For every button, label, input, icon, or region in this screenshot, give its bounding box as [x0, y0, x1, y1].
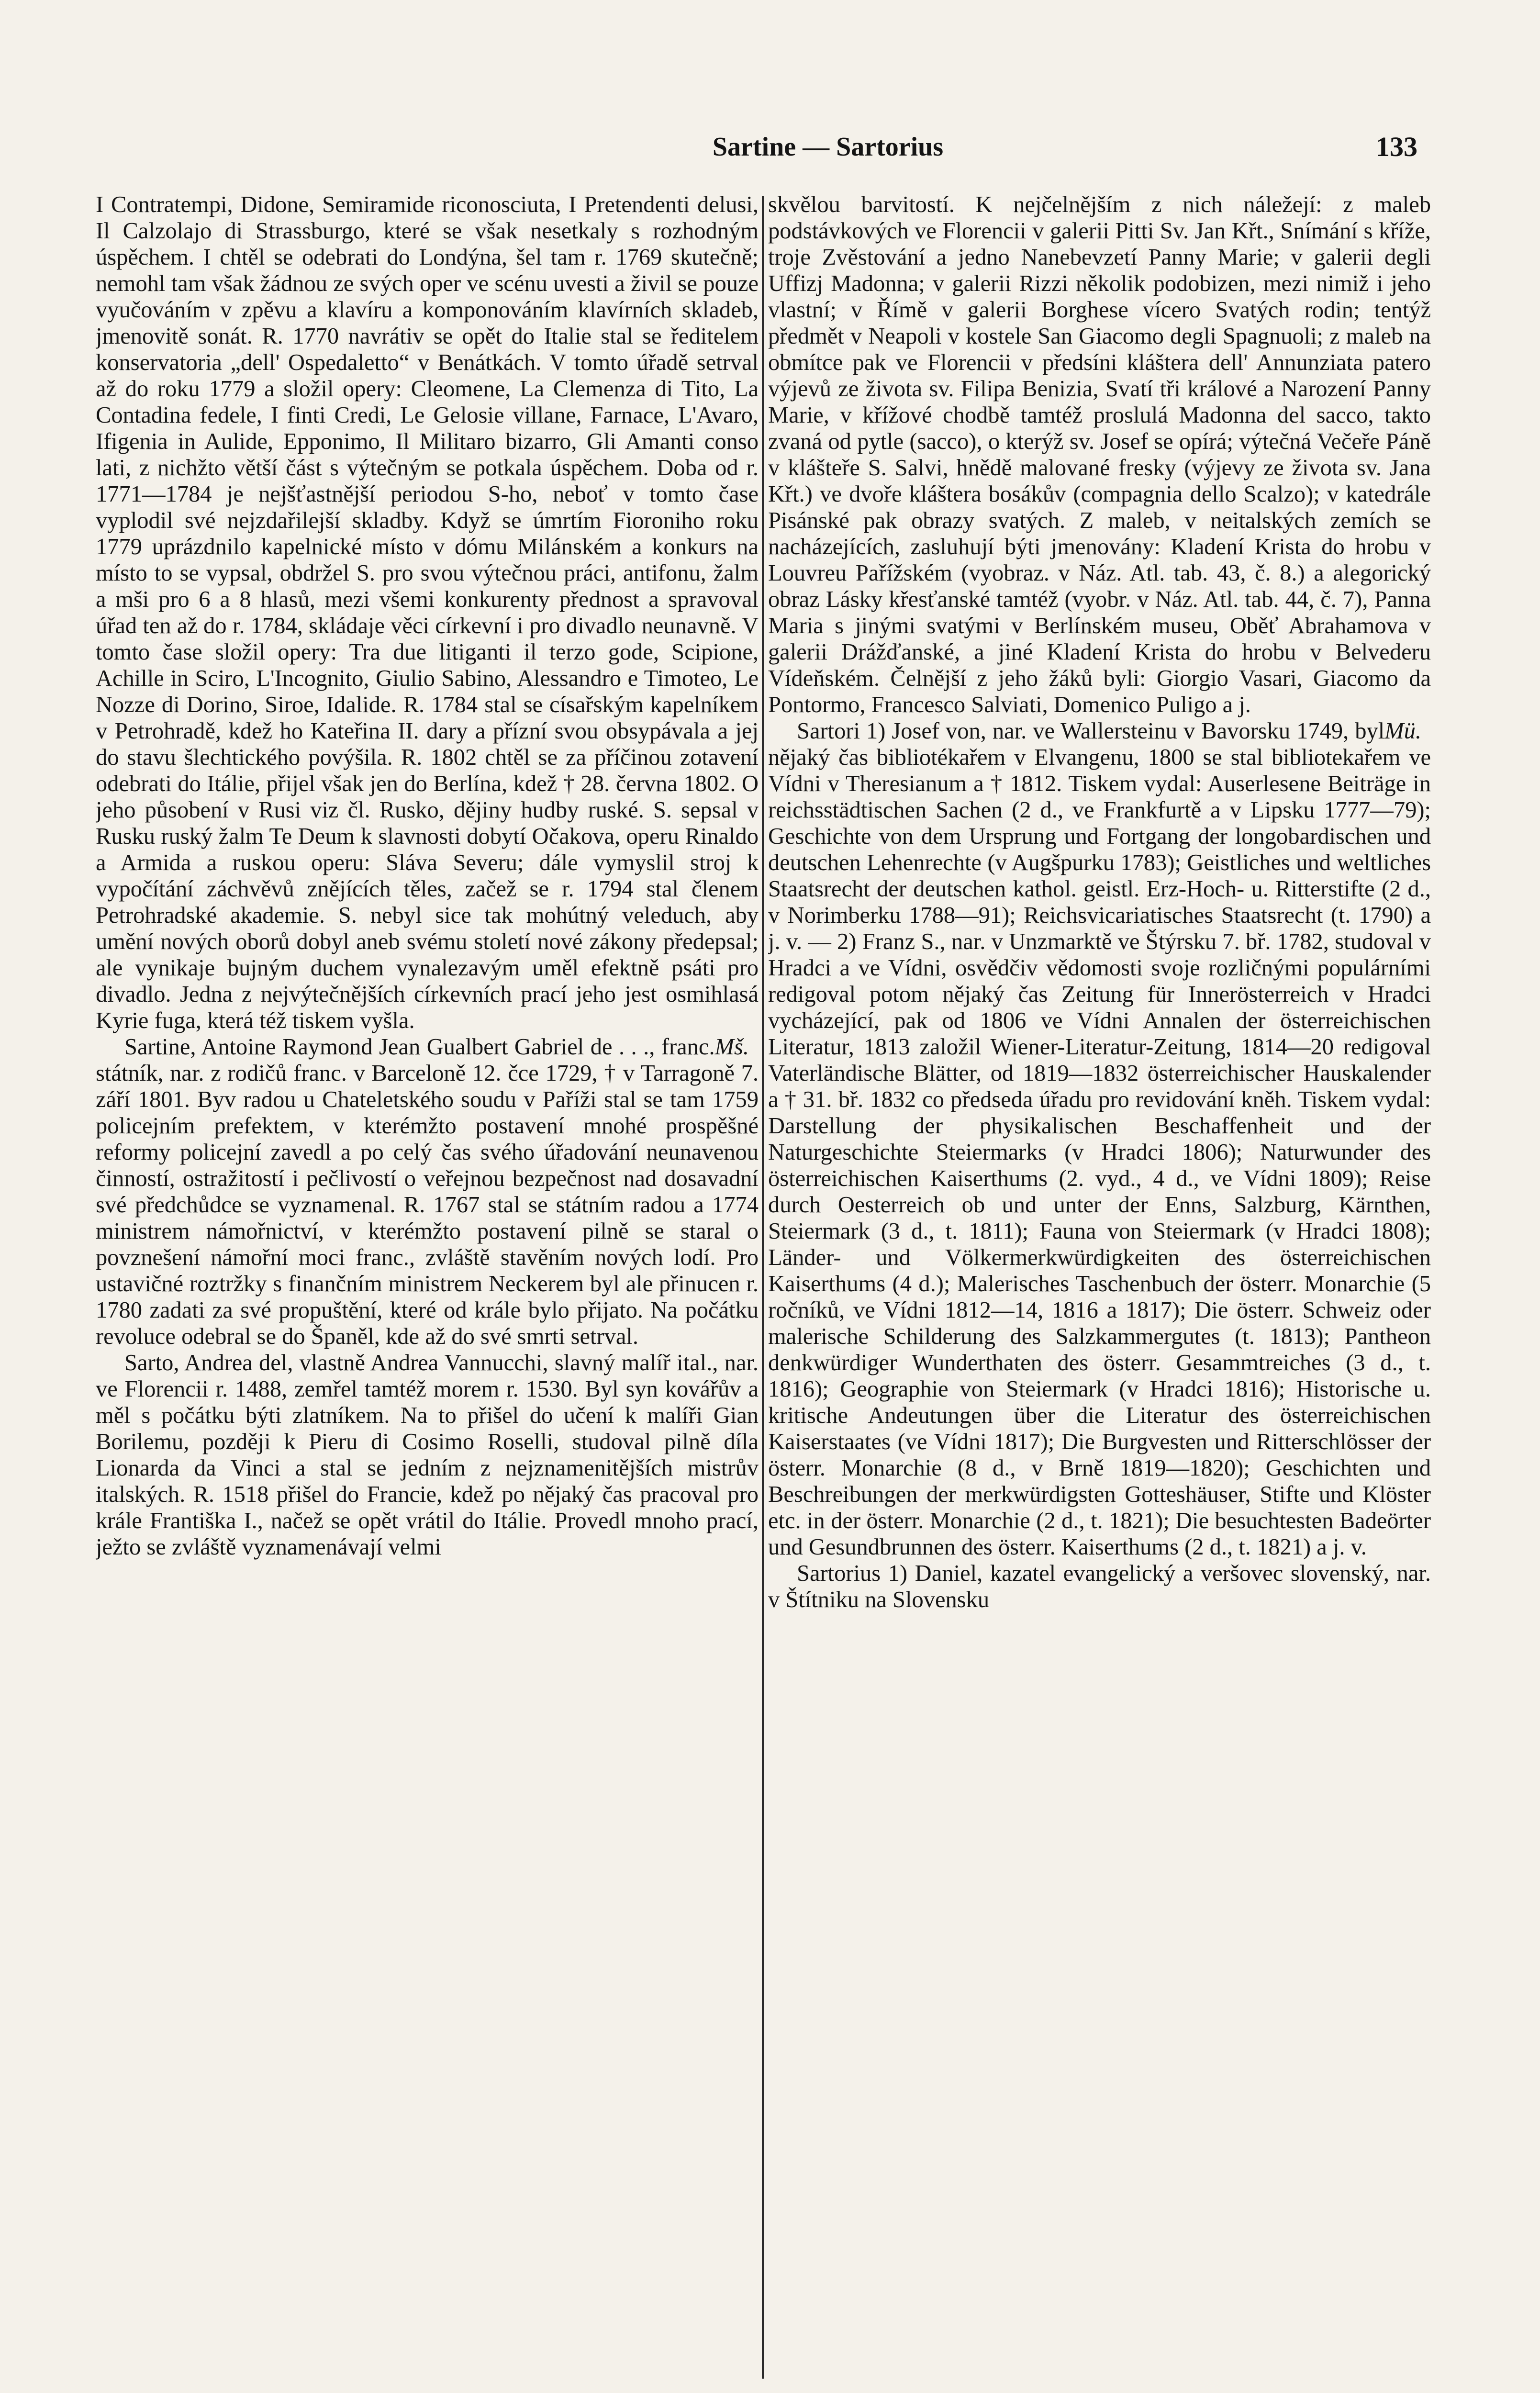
- entry-sartine: Sartine, Antoine Raymond Jean Gualbert Gabriel de . . ., franc. státník, nar. z rodičů franc. v Barceloně 12. čce 1729, † v Tarragoně 7. září 1801. Byv radou u Chateletského soudu v Paříži stal se tam 1759 policejním prefektem, v kterémžto postavení mnohé prospěšné reformy policejní zavedl a po celý čas svého úřadování neunavenou činností, ostražitostí i pečlivostí o veřejnou bezpečnost nad dosavadní své předchůdce se vyznamenal. R. 1767 stal se státním radou a 1774 ministrem námořnictví, v kterémžto postavení pilně se staral o povznešení námořní moci franc., zvláště stavěním nových lodí. Pro ustavičné roztržky s finančním ministrem Neckerem byl ale přinucen r. 1780 zadati za své propuštění, které od krále bylo přijato. Na počátku revoluce odebral se do Španěl, kde až do své smrti setrval.: [96, 1034, 759, 1349]
- column-divider: [762, 196, 764, 2379]
- entry-sartori: Sartori 1) Josef von, nar. ve Wallersteinu v Bavorsku 1749, byl nějaký čas bibliotékařem v Elvangenu, 1800 se stal bibliotekařem ve Vídni v Theresianum a † 1812. Tiskem vydal: Auserlesene Beiträge in reichsstädtischen Sachen (2 d., ve Frankfurtě a v Lipsku 1777—79); Geschichte von dem Ursprung und Fortgang der longobardischen und deutschen Lehenrechte (v Augšpurku 1783); Geistliches und weltliches Staatsrecht der deutschen kathol. geistl. Erz-Hoch- u. Ritterstifte (2 d., v Norimberku 1788—91); Reichsvicariatisches Staatsrecht (t. 1790) a j. v. — 2) Franz S., nar. v Unzmarktě ve Štýrsku 7. bř. 1782, studoval v Hradci a ve Vídni, osvědčiv vědomosti svoje rozličnými populárními redigoval potom nějaký čas Zeitung für Innerösterreich v Hradci vycházející, pak od 1806 ve Vídni Annalen der österreichischen Literatur, 1813 založil Wiener-Literatur-Zeitung, 1814—20 redigoval Vaterländische Blätter, od 1819—1832 österreichischer Hauskalender a † 31. bř. 1832 co předseda úřadu pro revidování kněh. Tiskem vydal: Darstellung der physikalischen Beschaffenheit und der Naturgeschichte Steiermarks (v Hradci 1806); Naturwunder des österreichischen Kaiserthums (2. vyd., 4 d., ve Vídni 1809); Reise durch Oesterreich ob und unter der Enns, Salzburg, Kärnthen, Steiermark (3 d., t. 1811); Fauna von Steiermark (v Hradci 1808); Länder- und Völkermerkwürdigkeiten des österreichischen Kaiserthums (4 d.); Malerisches Taschenbuch der österr. Monarchie (5 ročníků, ve Vídni 1812—14, 1816 a 1817); Die österr. Schweiz oder malerische Schilderung des Salzkammergutes (t. 1813); Pantheon denkwürdiger Wunderthaten des österr. Gesammtreiches (3 d., t. 1816); Geographie von Steiermark (v Hradci 1816); Historische u. kritische Andeutungen über die Literatur des österreichischen Kaiserstaates (ve Vídni 1817); Die Burgvesten und Ritterschlösser der österr. Monarchie (8 d., v Brně 1819—1820); Geschichten und Beschreibungen der merkwürdigsten Gotteshäuser, Stifte und Klöster etc. in der österr. Monarchie (2 d., t. 1821); Die besuchtesten Badeörter und Gesundbrunnen des österr. Kaiserthums (2 d., t. 1821) a j. v.: [768, 718, 1431, 1560]
- page-header: [0, 125, 1540, 168]
- author-signature: Mü.: [1384, 718, 1421, 744]
- author-signature: Mš.: [714, 1034, 749, 1060]
- left-column: [96, 191, 759, 2393]
- entry-sarto: Sarto, Andrea del, vlastně Andrea Vannucchi, slavný malíř ital., nar. ve Florencii r. 1488, zemřel tamtéž morem r. 1530. Byl syn kovářův a měl s počátku býti zlatníkem. Na to přišel do učení k malíři Gian Borilemu, později k Pieru di Cosimo Roselli, studoval pilně díla Lionarda da Vinci a stal se jedním z nejznamenitějších mistrův italských. R. 1518 přišel do Francie, kdež po nějaký čas pracoval pro krále Františka I., načež se opět vrátil do Itálie. Provedl mnoho prací, ježto se zvláště vyznamenávají velmi: [96, 1350, 759, 1560]
- running-title: Sartine — Sartorius: [712, 132, 944, 162]
- entry-sartorius: Sartorius 1) Daniel, kazatel evangelický a veršovec slovenský, nar. v Štítniku na Slovensku: [768, 1561, 1431, 1612]
- paragraph: skvělou barvitostí. K nejčelnějším z nich náležejí: z maleb podstávkových ve Florencii v galerii Pitti Sv. Jan Křt., Snímání s kříže, troje Zvěstování a jedno Nanebevzetí Panny Marie; v galerii degli Uffizj Madonna; v galerii Rizzi několik podobizen, mezi nimiž i jeho vlastní; v Římě v galerii Borghese vícero Svatých rodin; tentýž předmět v Neapoli v kostele San Giacomo degli Spagnuoli; z maleb na obmítce pak ve Florencii v předsíni kláštera dell' Annunziata patero výjevů ze života sv. Filipa Benizia, Svatí tři králové a Narození Panny Marie, v křížové chodbě tamtéž proslulá Madonna del sacco, takto zvaná od pytle (sacco), o kterýž sv. Josef se opírá; výtečná Večeře Páně v klášteře S. Salvi, hnědě malované fresky (výjevy ze života sv. Jana Křt.) ve dvoře kláštera bosákův (compagnia dello Scalzo); v katedrále Pisánské pak obrazy svatých. Z maleb, v neitalských zemích se nacházejících, zasluhují býti jmenovány: Kladení Krista do hrobu v Louvreu Pařížském (vyobraz. v Náz. Atl. tab. 43, č. 8.) a alegorický obraz Lásky křesťanské tamtéž (vyobr. v Náz. Atl. tab. 44, č. 7), Panna Maria s jinými svatými v Berlínském museu, Oběť Abrahamova v galerii Drážďanské, a jiné Kladení Krista do hrobu v Belvederu Vídeňském. Čelnější z jeho žáků byli: Giorgio Vasari, Giacomo da Pontormo, Francesco Salviati, Domenico Puligo a j.: [768, 192, 1431, 717]
- paragraph: I Contratempi, Didone, Semiramide riconosciuta, I Pretendenti delusi, Il Calzolajo di Strassburgo, které se však nesetkaly s rozhodným úspěchem. I chtěl se odebrati do Londýna, šel tam r. 1769 skutečně; nemohl tam však žádnou ze svých oper ve scénu uvesti a živil se pouze vyučováním v zpěvu a klavíru a komponováním klavírních skladeb, jmenovitě sonát. R. 1770 navrátiv se opět do Italie stal se ředitelem konservatoria „dell' Ospedaletto“ v Benátkách. V tomto úřadě setrval až do roku 1779 a složil opery: Cleomene, La Clemenza di Tito, La Contadina fedele, I finti Credi, Le Gelosie villane, Farnace, L'Avaro, Ifigenia in Aulide, Epponimo, Il Militaro bizarro, Gli Amanti conso lati, z nichžto větší část s výtečným se potkala úspěchem. Doba od r. 1771—1784 je nejšťastnější periodou S-ho, neboť v tomto čase vyplodil své nejzdařilejší skladby. Když se úmrtím Fioroniho roku 1779 uprázdnilo kapelnické místo v dómu Milánském a konkurs na místo to se vypsal, obdržel S. pro svou výtečnou práci, antifonu, žalm a mši pro 6 a 8 hlasů, mezi všemi konkurenty přednost a spravoval úřad ten až do r. 1784, skládaje věci církevní i pro divadlo neunavně. V tomto čase složil opery: Tra due litiganti il terzo gode, Scipione, Achille in Sciro, L'Incognito, Giulio Sabino, Alessandro e Timoteo, Le Nozze di Dorino, Siroe, Idalide. R. 1784 stal se císařským kapelníkem v Petrohradě, kdež ho Kateřina II. dary a přízní svou obsypávala a jej do stavu šlechtického povýšila. R. 1802 chtěl se za příčinou zotavení odebrati do Itálie, přijel však jen do Berlína, kdež † 28. června 1802. O jeho působení v Rusi viz čl. Rusko, dějiny hudby ruské. S. sepsal v Rusku ruský žalm Te Deum k slavnosti dobytí Očakova, operu Rinaldo a Armida a ruskou operu: Sláva Severu; dále vymyslil stroj k vypočítání záchvěvů znějících těles, začež se r. 1794 stal členem Petrohradské akademie. S. nebyl sice tak mohútný veleduch, aby umění nových oborů dobyl aneb svému století nové zákony předepsal; ale vynikaje bujným duchem vynalezavým uměl efektně psáti pro divadlo. Jedna z nejvýtečnějších církevních prací jeho jest osmihlasá Kyrie fuga, která též tiskem vyšla.: [96, 192, 759, 1033]
- right-column: [768, 191, 1431, 2393]
- page-number: 133: [1376, 131, 1417, 162]
